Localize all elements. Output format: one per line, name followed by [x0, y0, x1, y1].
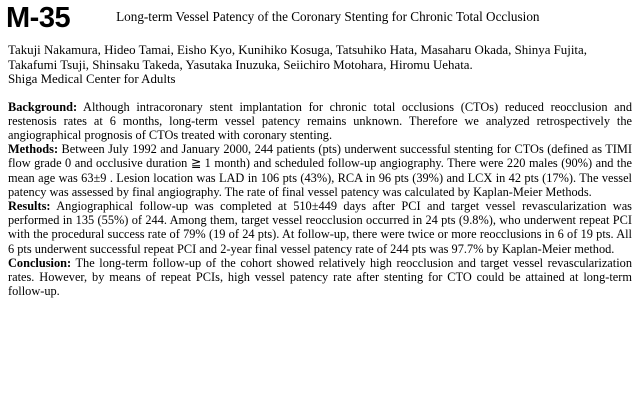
results-section — [8, 199, 632, 256]
conclusion-section — [8, 256, 632, 299]
abstract-title: Long-term Vessel Patency of the Coronary Stenting for Chronic Total Occlusion — [116, 9, 540, 24]
conclusion-label: Conclusion: — [8, 255, 72, 270]
methods-label: Methods: — [8, 142, 59, 157]
abstract-header — [8, 4, 632, 38]
methods-text: Between July 1992 and January 2000, 244 patients (pts) underwent successful stenting for CTOs (defined as TIMI flow grade 0 and occlusive duration ≧ 1 month) and scheduled follow-up angiography. There were 220 males (90%) and the mean age was 63±9 . Lesion location was LAD in 106 pts (43%), RCA in 96 pts (39%) and LCX in 42 pts (17%). The vessel patency was assessed by final angiography. The rate of final vessel patency was calculated by Kaplan-Meier Methods. — [8, 142, 632, 199]
abstract-id: M-35 — [6, 2, 71, 34]
background-label: Background: — [8, 99, 78, 114]
methods-section — [8, 142, 632, 199]
background-text: Although intracoronary stent implantation for chronic total occlusions (CTOs) reduced reocclusion and restenosis rates at 6 months, long-term vessel patency remains unknown. Therefore we analyzed retrospectively the angiographical prognosis of CTOs treated with coronary stenting. — [8, 99, 632, 142]
results-text: Angiographical follow-up was completed at 510±449 days after PCI and target vessel revascularization was performed in 135 (55%) of 244. Among them, target vessel reocclusion occurred in 24 pts (9.8%), who underwent repeat PCI with the procedural success rate of 79% (19 of 24 pts). At follow-up, there were twice or more reocclusions in 6 of 19 pts. All 6 pts underwent successful repeat PCI and 2-year final vessel patency rate of 244 pts was 97.7% by Kaplan-Meier method. — [8, 198, 632, 256]
author-list: Takuji Nakamura, Hideo Tamai, Eisho Kyo, Kunihiko Kosuga, Tatsuhiko Hata, Masaharu Okada, Shinya Fujita, Takafumi Tsuji, Shinsaku Takeda, Yasutaka Inuzuka, Seiichiro Motohara, Hiromu Uehata. — [8, 43, 587, 72]
conclusion-text: The long-term follow-up of the cohort showed relatively high reocclusion and target vessel revascularization rates. However, by means of repeat PCIs, high vessel patency rate after stenting for CTO could be attained at long-term follow-up. — [8, 255, 632, 299]
affiliation: Shiga Medical Center for Adults — [8, 72, 176, 86]
section-gap — [8, 87, 632, 100]
results-label: Results: — [8, 198, 51, 213]
background-section — [8, 100, 632, 143]
